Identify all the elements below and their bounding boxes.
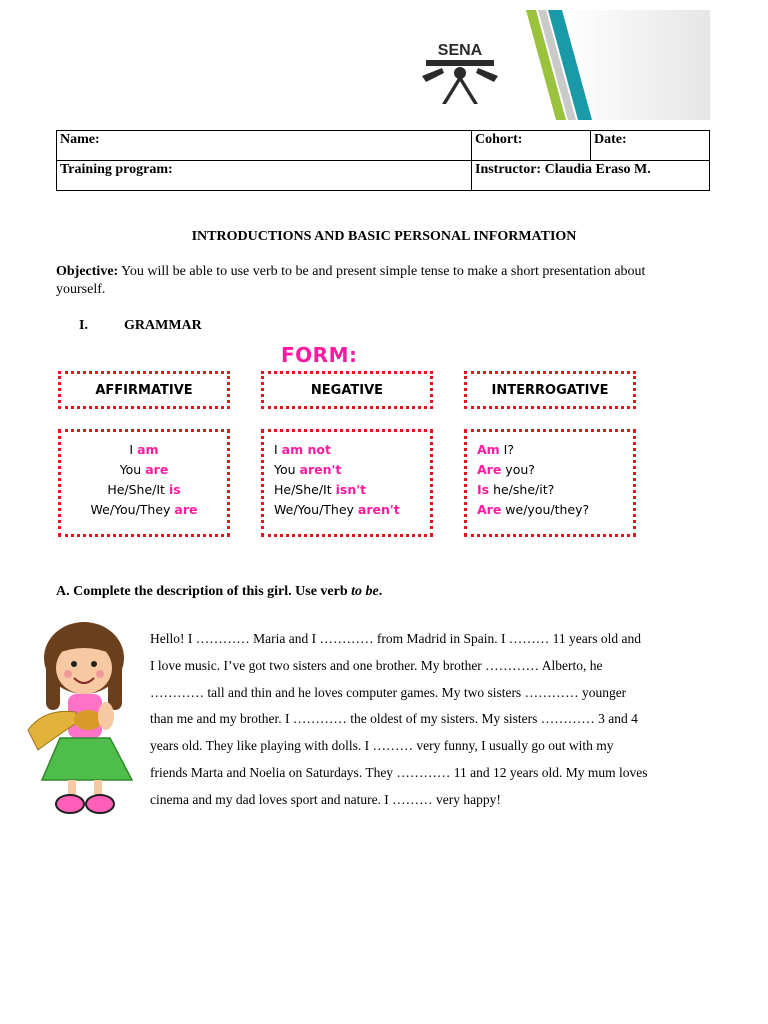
objective <box>56 263 712 299</box>
sena-logo <box>420 40 500 106</box>
section-heading: GRAMMAR <box>124 318 202 333</box>
training-program-field[interactable] <box>57 161 472 191</box>
header-stripes-decoration <box>520 10 710 120</box>
objective-label: Objective: <box>56 264 119 279</box>
page-title: INTRODUCTIONS AND BASIC PERSONAL INFORMATION <box>191 229 577 244</box>
logo-text: SENA <box>437 42 483 59</box>
girl-illustration <box>24 620 140 818</box>
paragraph-line: than me and my brother. I ………… the oldest of my sisters. My sisters ………… 3 and 4 <box>150 711 638 727</box>
exercise-a-paragraph <box>150 626 710 814</box>
student-info-table <box>56 130 710 191</box>
name-field[interactable] <box>57 131 472 161</box>
paragraph-line: cinema and my dad loves sport and nature. I ……… very happy! <box>150 791 501 807</box>
cohort-label: Cohort: <box>475 132 523 147</box>
interrogative-row: Am I? <box>477 442 514 457</box>
negative-row: I am not <box>274 442 331 457</box>
name-label: Name: <box>60 132 100 147</box>
negative-row: He/She/It isn't <box>274 482 367 497</box>
paragraph-line: Hello! I ………… Maria and I ………… from Madrid in Spain. I ……… 11 years old and <box>150 631 642 646</box>
date-field[interactable] <box>591 131 710 161</box>
instructor-label: Instructor: Claudia Eraso M. <box>475 162 651 177</box>
objective-text-cont: yourself. <box>56 282 106 297</box>
section-number: I. <box>79 318 88 333</box>
paragraph-line: I love music. I’ve got two sisters and one brother. My brother ………… Alberto, he <box>150 657 603 673</box>
interrogative-row: Are you? <box>477 462 535 477</box>
paragraph-line: years old. They like playing with dolls. I ……… very funny, I usually go out with my <box>150 738 614 754</box>
instructor-field <box>472 161 710 191</box>
form-title: FORM: <box>281 343 358 367</box>
interrogative-row: Are we/you/they? <box>477 502 590 517</box>
objective-text: You will be able to use verb to be and present simple tense to make a short presentation about <box>118 264 646 279</box>
interrogative-box <box>464 429 636 537</box>
interrogative-row: Is he/she/it? <box>477 482 555 497</box>
cohort-field[interactable] <box>472 131 591 161</box>
training-program-label: Training program: <box>60 162 173 177</box>
negative-row: We/You/They aren't <box>274 502 400 517</box>
date-label: Date: <box>594 132 627 147</box>
affirmative-row: We/You/They are <box>90 502 198 517</box>
paragraph-line: ………… tall and thin and he loves computer games. My two sisters ………… younger <box>150 684 627 700</box>
negative-header: NEGATIVE <box>261 371 433 409</box>
affirmative-row: He/She/It is <box>107 482 181 497</box>
negative-row: You aren't <box>274 462 342 477</box>
affirmative-row: You are <box>119 462 169 477</box>
negative-box <box>261 429 433 537</box>
paragraph-line: friends Marta and Noelia on Saturdays. They ………… 11 and 12 years old. My mum loves <box>150 764 648 780</box>
affirmative-row: I am <box>129 442 159 457</box>
affirmative-box <box>58 429 230 537</box>
exercise-a-instruction: A. Complete the description of this girl. Use verb to be. <box>56 584 383 599</box>
affirmative-header: AFFIRMATIVE <box>58 371 230 409</box>
interrogative-header: INTERROGATIVE <box>464 371 636 409</box>
